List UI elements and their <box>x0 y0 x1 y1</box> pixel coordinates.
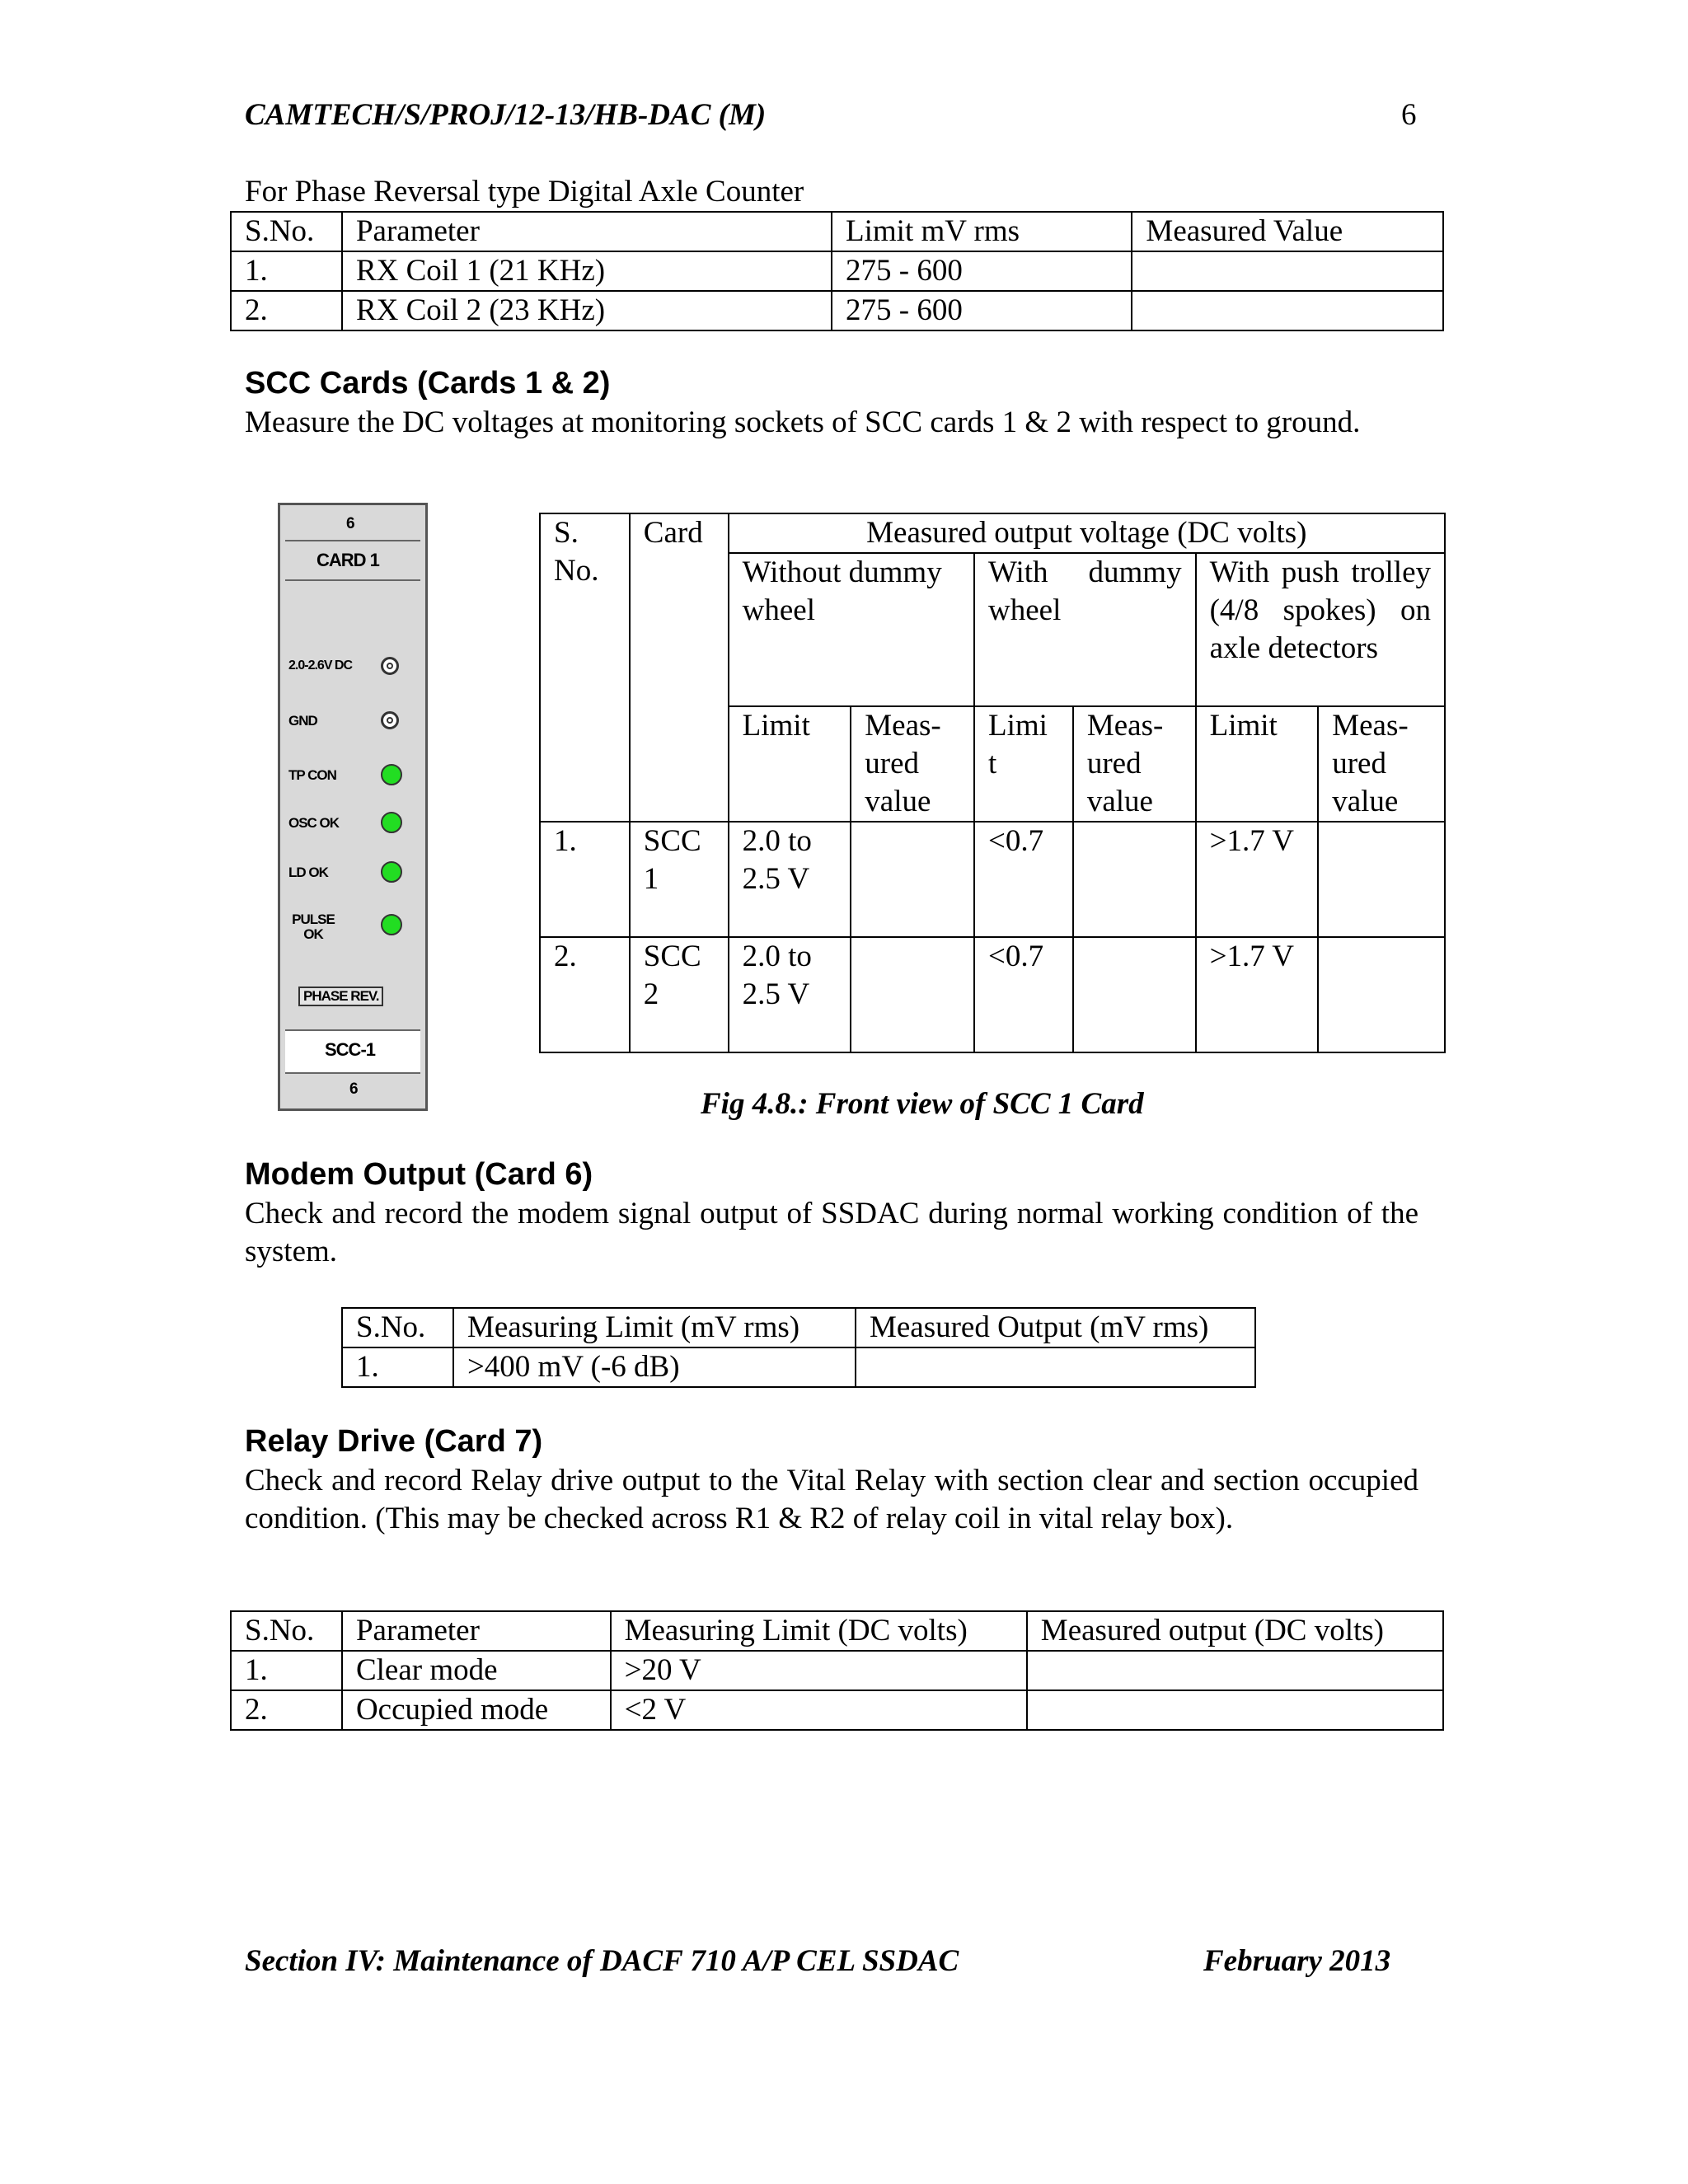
header-cell: Measured output (DC volts) <box>1027 1611 1443 1651</box>
cell <box>1132 251 1443 291</box>
card-top-mark: 6 <box>346 515 354 532</box>
cell: SCC 1 <box>630 822 729 937</box>
led-label: TP CON <box>288 767 336 783</box>
cell: 275 - 600 <box>832 291 1132 330</box>
cell <box>1073 822 1196 937</box>
tp-con-led-icon <box>381 764 402 785</box>
cell: RX Coil 2 (23 KHz) <box>342 291 832 330</box>
cell <box>1027 1651 1443 1690</box>
cell <box>1073 937 1196 1052</box>
cell: Clear mode <box>342 1651 611 1690</box>
gnd-label: GND <box>288 713 317 729</box>
scc-heading: SCC Cards (Cards 1 & 2) <box>245 366 611 401</box>
cell <box>1318 937 1445 1052</box>
cell <box>856 1347 1255 1387</box>
cell: >20 V <box>611 1651 1027 1690</box>
with-dummy-header: With dummy wheel <box>974 553 1196 706</box>
cell <box>851 822 974 937</box>
header-cell: Measured Output (mV rms) <box>856 1308 1255 1347</box>
card-header: Card <box>630 513 729 822</box>
cell: 275 - 600 <box>832 251 1132 291</box>
scc1-card-figure <box>278 503 428 1111</box>
header-cell: Parameter <box>342 1611 611 1651</box>
table-header-row <box>231 1611 1443 1651</box>
cell: 2.0 to 2.5 V <box>729 822 851 937</box>
relay-table <box>230 1610 1444 1731</box>
phase-rev-label: PHASE REV. <box>298 987 383 1006</box>
cell: RX Coil 1 (21 KHz) <box>342 251 832 291</box>
table-row <box>231 291 1443 330</box>
cell: SCC 2 <box>630 937 729 1052</box>
cell: >400 mV (-6 dB) <box>453 1347 856 1387</box>
table-row <box>231 1651 1443 1690</box>
modem-heading: Modem Output (Card 6) <box>245 1157 593 1192</box>
cell: <0.7 <box>974 822 1073 937</box>
table-header-row <box>342 1308 1255 1347</box>
header-cell: S.No. <box>231 212 342 251</box>
phase-reversal-intro: For Phase Reversal type Digital Axle Counter <box>245 175 804 209</box>
page-number: 6 <box>1401 98 1417 132</box>
cell: <0.7 <box>974 937 1073 1052</box>
pulse-ok-led-icon <box>381 914 402 935</box>
table-row <box>231 251 1443 291</box>
card-bottom-mark: 6 <box>349 1080 358 1098</box>
modem-description: Check and record the modem signal output of SSDAC during normal working condition of the system. <box>245 1197 1418 1268</box>
without-dummy-header: Without dummy wheel <box>729 553 974 706</box>
card-label: CARD 1 <box>316 550 379 570</box>
card-name: SCC-1 <box>325 1039 376 1060</box>
push-trolley-header: With push trolley (4/8 spokes) on axle detectors <box>1196 553 1445 706</box>
cell <box>851 937 974 1052</box>
cell: 2. <box>231 291 342 330</box>
header-cell: Measuring Limit (DC volts) <box>611 1611 1027 1651</box>
footer-section: Section IV: Maintenance of DACF 710 A/P CEL SSDAC <box>245 1944 959 1978</box>
led-label: PULSE OK <box>292 912 335 942</box>
cell: Occupied mode <box>342 1690 611 1730</box>
footer-date: February 2013 <box>1203 1944 1391 1978</box>
header-cell: Measured Value <box>1132 212 1443 251</box>
table-row <box>540 822 1445 937</box>
cell: 1. <box>342 1347 453 1387</box>
measured-header: Meas- ured value <box>1073 706 1196 822</box>
scc-voltage-table <box>539 513 1446 1053</box>
modem-table <box>341 1307 1256 1388</box>
group-header: Measured output voltage (DC volts) <box>729 513 1445 553</box>
limit-header: Limit <box>1196 706 1319 822</box>
cell <box>1318 822 1445 937</box>
led-label: OSC OK <box>288 815 340 831</box>
measured-header: Meas- ured value <box>851 706 974 822</box>
cell: 1. <box>540 822 630 937</box>
scc-description: Measure the DC voltages at monitoring sockets of SCC cards 1 & 2 with respect to ground. <box>245 405 1361 439</box>
table-row <box>540 937 1445 1052</box>
figure-caption: Fig 4.8.: Front view of SCC 1 Card <box>701 1087 1144 1121</box>
monitor-socket-icon <box>381 657 399 675</box>
header-cell: Limit mV rms <box>832 212 1132 251</box>
header-cell: Parameter <box>342 212 832 251</box>
osc-ok-led-icon <box>381 812 402 833</box>
cell: 1. <box>231 1651 342 1690</box>
header-cell: Measuring Limit (mV rms) <box>453 1308 856 1347</box>
limit-header: Limit <box>729 706 851 822</box>
table-row <box>231 1690 1443 1730</box>
led-label: LD OK <box>288 865 328 880</box>
cell: 2. <box>231 1690 342 1730</box>
cell: >1.7 V <box>1196 822 1319 937</box>
monitor-socket-label: 2.0-2.6V DC <box>288 658 353 673</box>
cell: >1.7 V <box>1196 937 1319 1052</box>
sno-header: S. No. <box>540 513 630 822</box>
measured-header: Meas- ured value <box>1318 706 1445 822</box>
relay-heading: Relay Drive (Card 7) <box>245 1424 543 1459</box>
phase-reversal-table <box>230 211 1444 331</box>
document-id: CAMTECH/S/PROJ/12-13/HB-DAC (M) <box>245 98 767 132</box>
cell: 2.0 to 2.5 V <box>729 937 851 1052</box>
relay-description: Check and record Relay drive output to the Vital Relay with section clear and section occupied condition. (This may be checked across R1 & R2 of relay coil in vital relay box). <box>245 1464 1418 1535</box>
table-row <box>342 1347 1255 1387</box>
cell <box>1132 291 1443 330</box>
cell <box>1027 1690 1443 1730</box>
table-header-row <box>231 212 1443 251</box>
cell: <2 V <box>611 1690 1027 1730</box>
cell: 2. <box>540 937 630 1052</box>
cell: 1. <box>231 251 342 291</box>
header-cell: S.No. <box>342 1308 453 1347</box>
limit-header: Limi t <box>974 706 1073 822</box>
gnd-socket-icon <box>381 711 399 729</box>
ld-ok-led-icon <box>381 861 402 883</box>
header-cell: S.No. <box>231 1611 342 1651</box>
